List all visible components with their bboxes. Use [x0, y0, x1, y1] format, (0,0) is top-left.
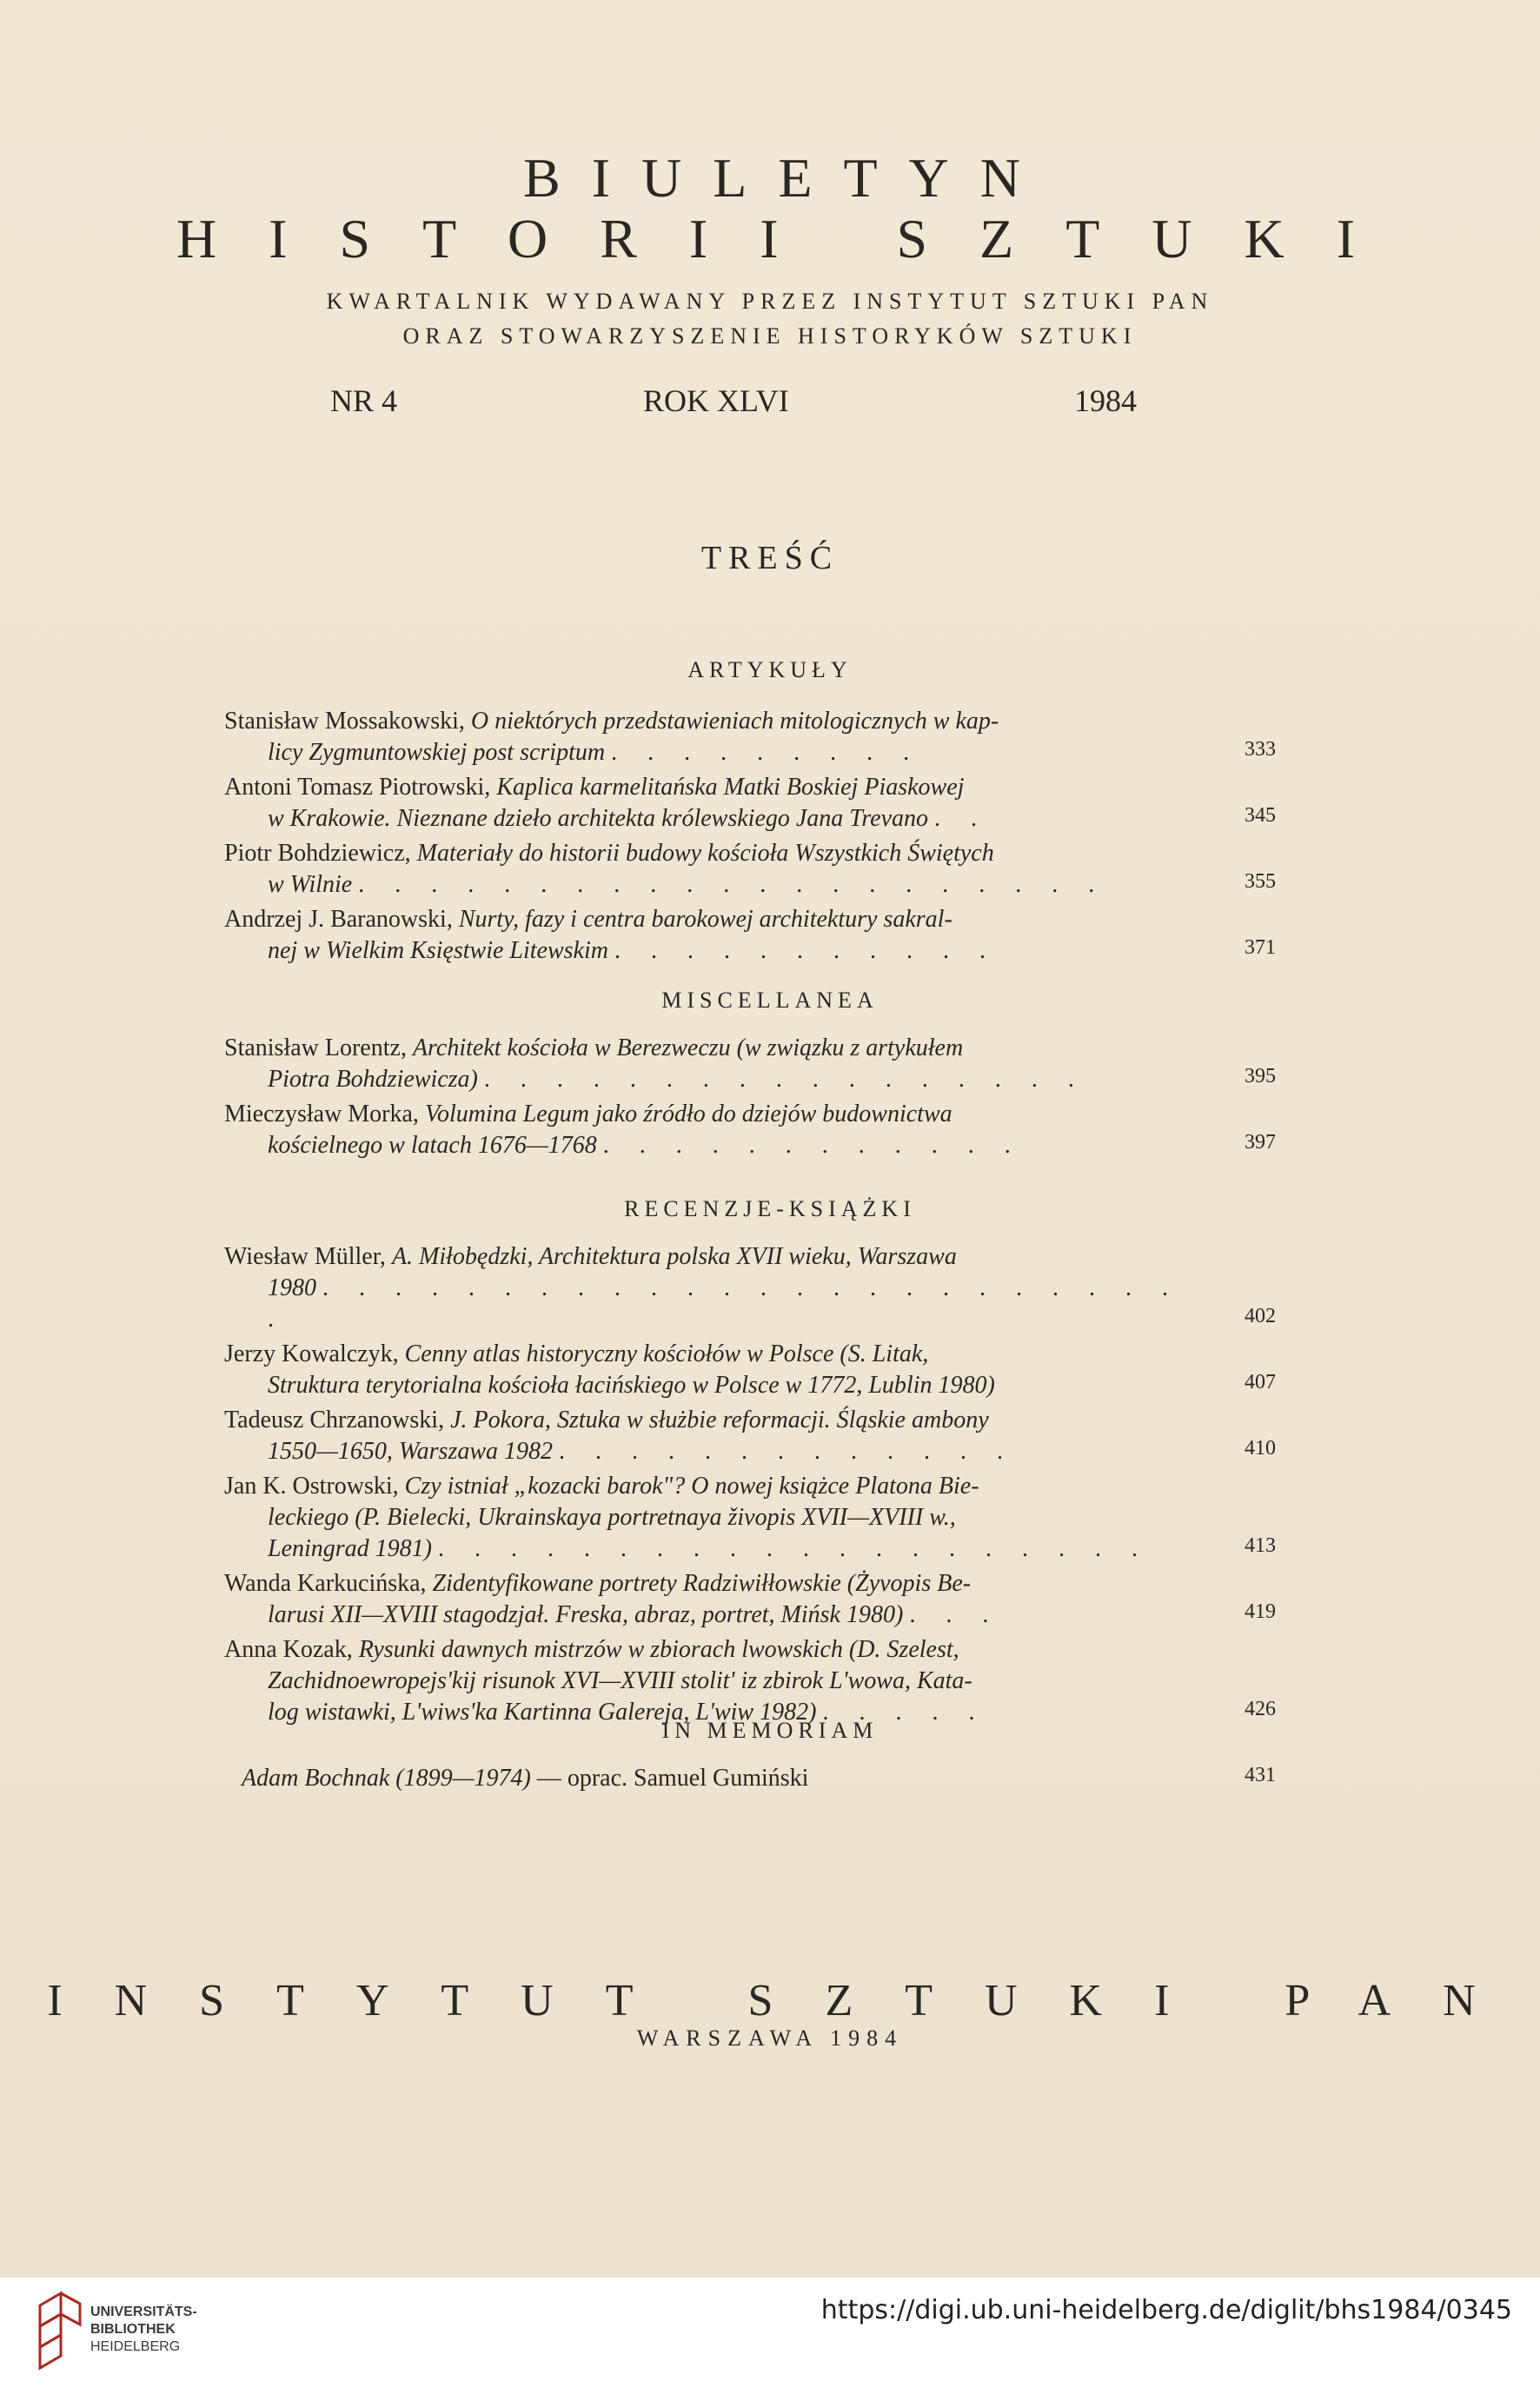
place-and-year: WARSZAWA 1984 [636, 2025, 904, 2051]
section-heading-articles: ARTYKUŁY [687, 657, 853, 682]
entry-title-cont: log wistawki, L'wiws'ka Kartinna Galereja, L'wiw 1982) [268, 1699, 817, 1726]
page-number: 413 [1245, 1534, 1276, 1557]
entry-title-cont: nej w Wielkim Księstwie Litewskim [268, 937, 608, 964]
entry-title-cont: larusi XII—XVIII stagodzjał. Freska, abraz, portret, Mińsk 1980) [268, 1601, 904, 1628]
issue-year: 1984 [1074, 383, 1137, 418]
toc-entry[interactable] [224, 1339, 1276, 1401]
section-heading-in-memoriam: IN MEMORIAM [661, 1718, 879, 1743]
publisher-name: INSTYTUT SZTUKI PAN [47, 1976, 1528, 2025]
entry-title-cont: Leningrad 1981) [268, 1535, 432, 1562]
toc-heading: TREŚĆ [700, 540, 840, 576]
toc-entry[interactable] [224, 1634, 1276, 1728]
library-name-line3: HEIDELBERG [90, 2339, 181, 2354]
entry-title: Nurty, fazy i centra barokowej architektury sakral- [458, 906, 953, 933]
leader-dots: . . . [909, 1601, 1001, 1628]
toc-entry[interactable] [224, 838, 1276, 901]
page-number: 397 [1245, 1131, 1276, 1154]
entry-author: Antoni Tomasz Piotrowski, [224, 774, 497, 801]
volume-label: ROK XLVI [643, 383, 789, 418]
library-name-line1: UNIVERSITÄTS- [90, 2305, 197, 2319]
entry-author: Stanisław Lorentz, [224, 1034, 413, 1061]
leader-dots: . . [934, 805, 990, 832]
toc-entry[interactable] [224, 1405, 1276, 1467]
toc-entry[interactable] [224, 772, 1276, 835]
entry-title: Materiały do historii budowy kościoła Wszystkich Świętych [416, 840, 994, 867]
leader-dots: . . . . . . . . . . . . [602, 1132, 1023, 1159]
page-number: 345 [1245, 804, 1276, 827]
toc-entry[interactable] [224, 1763, 1276, 1794]
permalink-url[interactable]: https://digi.ub.uni-heidelberg.de/diglit/bhs1984/0345 [820, 2295, 1512, 2325]
leader-dots: . . . . . [822, 1699, 987, 1726]
library-name [90, 2304, 197, 2356]
entry-title-cont: licy Zygmuntowskiej post scriptum [268, 739, 606, 766]
page-number: 395 [1245, 1065, 1276, 1088]
entry-title-cont: 1550—1650, Warszawa 1982 [268, 1438, 554, 1465]
entry-author: Andrzej J. Baranowski, [224, 906, 459, 933]
issue-number: NR 4 [330, 383, 398, 418]
journal-title-line1: BIULETYN [523, 147, 1052, 209]
entry-author: Mieczysław Morka, [224, 1101, 425, 1127]
entry-title: Zidentyfikowane portrety Radziwiłłowskie (Żyvopis Be- [432, 1570, 972, 1597]
ub-heidelberg-logo-icon [35, 2288, 85, 2375]
entry-title-cont: Piotra Bohdziewicza) [268, 1066, 478, 1093]
journal-subtitle-line1: KWARTALNIK WYDAWANY PRZEZ INSTYTUT SZTUKI PAN [326, 289, 1214, 314]
page-number: 355 [1245, 870, 1276, 893]
entry-author: Wanda Karkucińska, [224, 1570, 433, 1597]
toc-entry[interactable] [224, 904, 1276, 967]
entry-author: Jan K. Ostrowski, [224, 1473, 405, 1500]
leader-dots: . . . . . . . . . . . . . . . . . [483, 1066, 1086, 1093]
articles-list [224, 706, 1276, 970]
entry-author: Tadeusz Chrzanowski, [224, 1407, 451, 1433]
page-number: 407 [1245, 1371, 1276, 1394]
entry-author: Piotr Bohdziewicz, [224, 840, 417, 867]
toc-entry[interactable] [224, 1471, 1276, 1565]
toc-entry[interactable] [224, 1099, 1276, 1161]
entry-title: J. Pokora, Sztuka w służbie reformacji. Śląskie ambony [450, 1407, 989, 1433]
entry-title: Cenny atlas historyczny kościołów w Polsce (S. Litak, [404, 1340, 929, 1367]
reviews-list [224, 1241, 1276, 1732]
entry-author: — oprac. Samuel Gumiński [530, 1765, 809, 1792]
entry-title: Architekt kościoła w Berezweczu (w związku z artykułem [412, 1034, 964, 1061]
entry-title: A. Miłobędzki, Architektura polska XVII wieku, Warszawa [391, 1243, 957, 1270]
page-number: 371 [1245, 936, 1276, 959]
leader-dots: . . . . . . . . . . . . . . . . . . . . . [358, 871, 1107, 898]
journal-subtitle-line2: ORAZ STOWARZYSZENIE HISTORYKÓW SZTUKI [402, 323, 1138, 349]
entry-title-cont: 1980 [268, 1274, 316, 1301]
leader-dots: . . . . . . . . . . . [614, 937, 998, 964]
page-number: 333 [1245, 738, 1276, 761]
page-number: 402 [1245, 1305, 1276, 1327]
leader-dots: . . . . . . . . . [611, 739, 922, 766]
entry-title-cont: Struktura terytorialna kościoła łacińskiego w Polsce w 1772, Lublin 1980) [268, 1372, 995, 1399]
leader-dots: . . . . . . . . . . . . . . . . . . . . . . . . . [268, 1274, 1180, 1333]
section-heading-miscellanea: MISCELLANEA [661, 988, 879, 1013]
entry-author: Anna Kozak, [224, 1636, 359, 1663]
in-memoriam-list [224, 1763, 1276, 1798]
entry-title: Adam Bochnak (1899—1974) [242, 1765, 531, 1792]
entry-title-cont: leckiego (P. Bielecki, Ukrainskaya portretnaya živopis XVII—XVIII w., [268, 1504, 956, 1531]
leader-dots: . . . . . . . . . . . . . [559, 1438, 1016, 1465]
entry-title: Czy istniał „kozacki barok"? O nowej książce Platona Bie- [404, 1473, 979, 1500]
page-number: 431 [1245, 1764, 1276, 1786]
leader-dots: . . . . . . . . . . . . . . . . . . . . [438, 1535, 1150, 1562]
entry-title: O niektórych przedstawieniach mitologicznych w kap- [470, 708, 999, 735]
entry-title-cont: w Krakowie. Nieznane dzieło architekta królewskiego Jana Trevano [268, 805, 929, 832]
library-name-line2: BIBLIOTHEK [90, 2322, 176, 2337]
entry-title-cont: w Wilnie [268, 871, 353, 898]
miscellanea-list [224, 1033, 1276, 1165]
page-number: 419 [1245, 1600, 1276, 1623]
entry-title-cont: kościelnego w latach 1676—1768 [268, 1132, 597, 1159]
section-heading-reviews: RECENZJE-KSIĄŻKI [624, 1196, 916, 1221]
toc-entry[interactable] [224, 706, 1276, 768]
entry-author: Jerzy Kowalczyk, [224, 1340, 405, 1367]
entry-title: Volumina Legum jako źródło do dziejów budownictwa [424, 1101, 953, 1127]
entry-title: Rysunki dawnych mistrzów w zbiorach lwowskich (D. Szelest, [358, 1636, 959, 1663]
entry-title-cont: Zachidnoewropejs'kij risunok XVI—XVIII stolit' iz zbirok L'wowa, Kata- [268, 1667, 972, 1694]
toc-entry[interactable] [224, 1568, 1276, 1631]
page-number: 410 [1245, 1437, 1276, 1460]
entry-title: Kaplica karmelitańska Matki Boskiej Piaskowej [496, 774, 965, 801]
toc-entry[interactable] [224, 1241, 1276, 1335]
toc-entry[interactable] [224, 1033, 1276, 1095]
journal-title-line2: HISTORII SZTUKI [176, 208, 1408, 269]
entry-author: Wiesław Müller, [224, 1243, 392, 1270]
entry-author: Stanisław Mossakowski, [224, 708, 471, 735]
page-number: 426 [1245, 1698, 1276, 1720]
